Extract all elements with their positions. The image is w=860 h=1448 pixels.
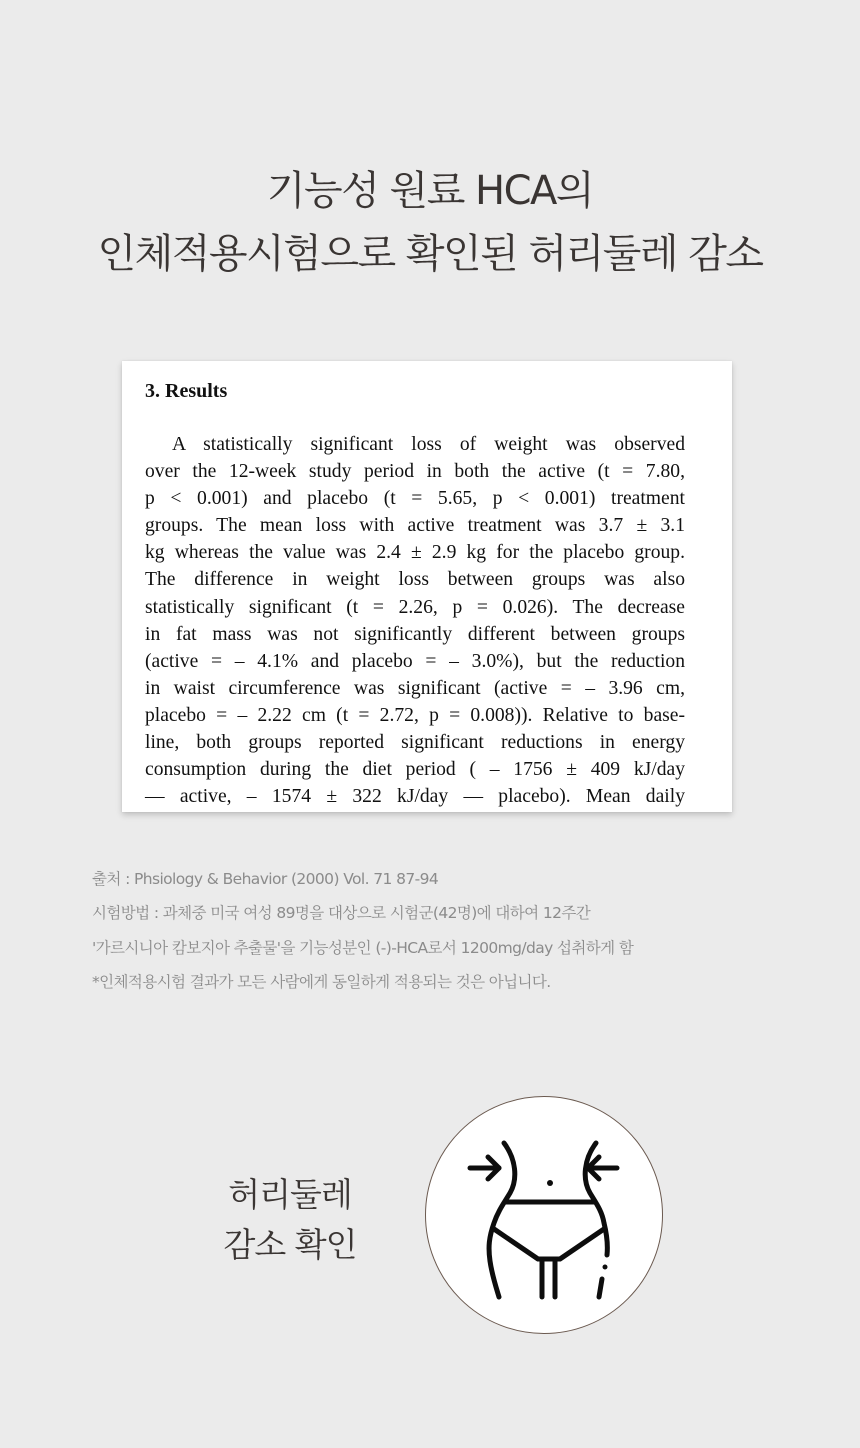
excerpt-line: over the 12-week study period in both the active (t = 7.80,: [145, 461, 685, 483]
waist-reduction-icon: [426, 1097, 662, 1333]
study-excerpt-card: [122, 361, 732, 812]
waist-icon-circle: [425, 1096, 663, 1334]
excerpt-line: — active, – 1574 ± 322 kJ/day — placebo). Mean daily: [145, 786, 685, 808]
headline-line-1: 기능성 원료 HCA의: [266, 168, 594, 214]
feature-label-line-1: 허리둘레: [228, 1175, 352, 1214]
excerpt-line: groups. The mean loss with active treatment was 3.7 ± 3.1: [145, 515, 685, 537]
headline-line-2: 인체적용시험으로 확인된 허리둘레 감소: [97, 231, 763, 277]
excerpt-line: in fat mass was not significantly different between groups: [145, 623, 685, 645]
note-source: 출처 : Phsiology & Behavior (2000) Vol. 71 87-94: [92, 870, 439, 888]
left-arrow-icon: [470, 1157, 499, 1179]
excerpt-line: The difference in weight loss between groups was also: [145, 569, 685, 591]
feature-label: [190, 1170, 390, 1270]
excerpt-line: line, both groups reported significant reductions in energy: [145, 732, 685, 754]
excerpt-section-title: 3. Results: [145, 380, 228, 402]
page-headline: [0, 160, 860, 286]
excerpt-line: p < 0.001) and placebo (t = 5.65, p < 0.001) treatment: [145, 488, 685, 510]
excerpt-line: placebo = – 2.22 cm (t = 2.72, p = 0.008)). Relative to base-: [145, 704, 685, 726]
feature-label-line-2: 감소 확인: [223, 1225, 357, 1264]
excerpt-line: kg whereas the value was 2.4 ± 2.9 kg for the placebo group.: [145, 542, 685, 564]
excerpt-line: A statistically significant loss of weight was observed: [172, 434, 685, 455]
excerpt-line: statistically significant (t = 2.26, p = 0.026). The decrease: [145, 596, 685, 618]
study-notes: [92, 862, 812, 1000]
excerpt-paragraph: [145, 431, 685, 810]
right-arrow-icon: [588, 1157, 617, 1179]
note-method: 시험방법 : 과체중 미국 여성 89명을 대상으로 시험군(42명)에 대하여 12주간: [92, 904, 591, 923]
note-method-continued: '가르시니아 캄보지아 추출물'을 기능성분인 (-)-HCA로서 1200mg/day 섭취하게 함: [92, 938, 634, 957]
excerpt-line: consumption during the diet period ( – 1756 ± 409 kJ/day: [145, 759, 685, 781]
excerpt-line: (active = – 4.1% and placebo = – 3.0%), but the reduction: [145, 650, 685, 672]
note-disclaimer: *인체적용시험 결과가 모든 사람에게 동일하게 적용되는 것은 아닙니다.: [92, 973, 551, 992]
excerpt-line: in waist circumference was significant (active = – 3.96 cm,: [145, 677, 685, 699]
